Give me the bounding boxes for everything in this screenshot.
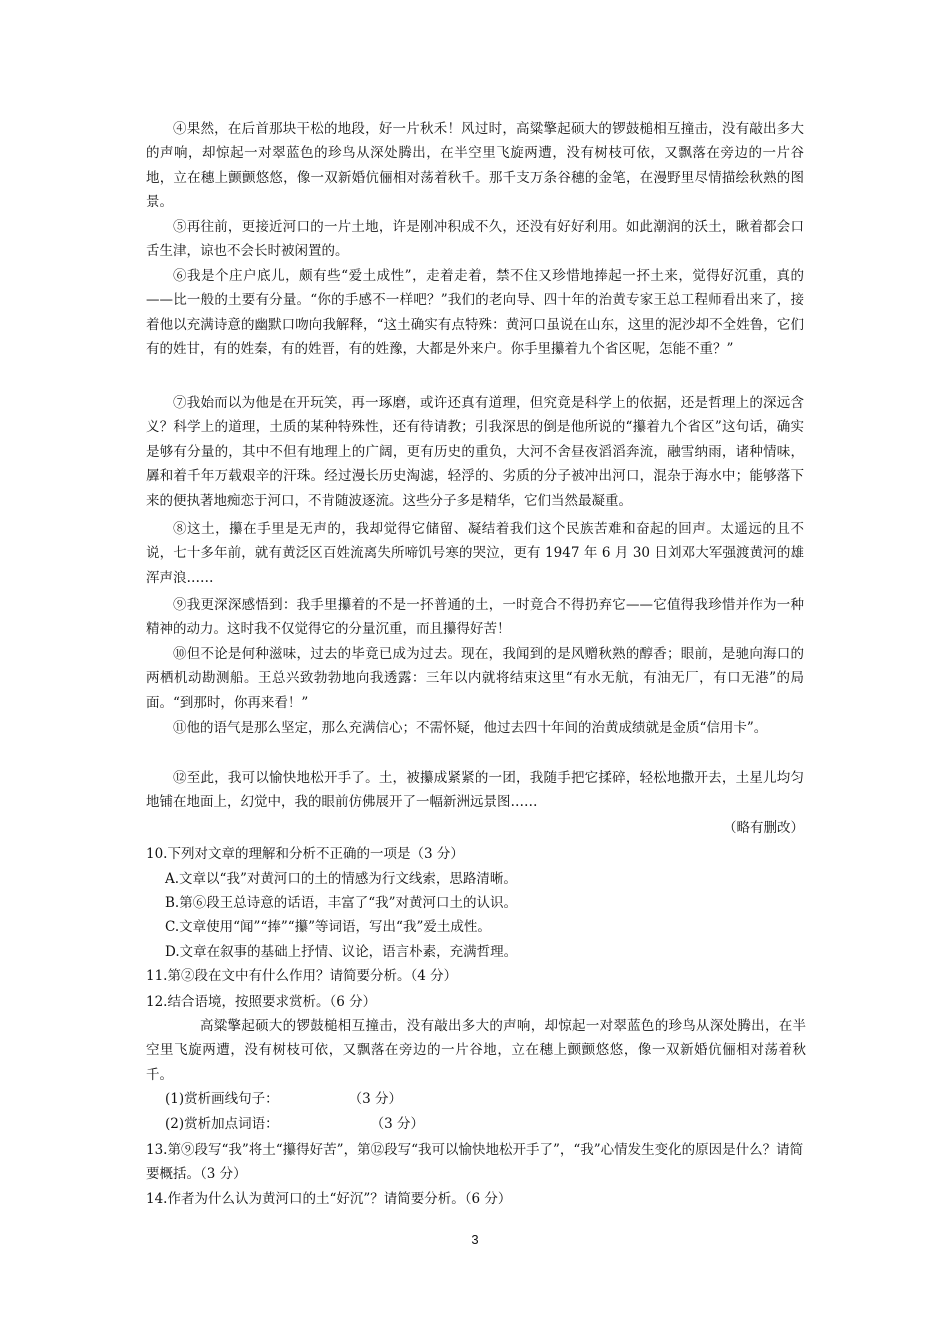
paragraph-10: ⑩但不论是何种滋味，过去的毕竟已成为过去。现在，我闻到的是风赠秋熟的醇香；眼前，是驰向海口的两栖机动勘测船。王总兴致勃勃地向我透露：三年以内就将结束这里“有水无航，有油无厂，有口无港”的局面。“到那时，你再来看！” (146, 646, 804, 711)
paragraph-11: ⑪他的语气是那么坚定，那么充满信心；不需怀疑，他过去四十年间的治黄成绩就是金质“信用卡”。 (173, 720, 768, 736)
question-12-sub2-score: （3 分） (370, 1116, 425, 1132)
question-12-sub1-label: (1)赏析画线句子： (165, 1091, 279, 1107)
question-10-option-b: B.第⑥段王总诗意的话语，丰富了“我”对黄河口土的认识。 (165, 895, 518, 911)
question-10-option-c: C.文章使用“闻”“捧”“攥”等词语，写出“我”爱土成性。 (165, 919, 491, 935)
paragraph-4: ④果然，在后首那块干松的地段，好一片秋禾！风过时，高粱擎起硕大的锣鼓槌相互撞击，没有敲出多大的声响，却惊起一对翠蓝色的珍鸟从深处腾出，在半空里飞旋两遭，没有树枝可依，又飘落在旁边的一片谷地，立在穗上颤颤悠悠，像一双新婚伉俪相对荡着秋千。那千支万条谷穗的金笔，在漫野里尽情描绘秋熟的图景。 (146, 121, 804, 211)
paragraph-12: ⑫至此，我可以愉快地松开手了。土，被攥成紧紧的一团，我随手把它揉碎，轻松地撒开去，土星儿均匀地铺在地面上，幻觉中，我的眼前仿佛展开了一幅新洲远景图…… (146, 770, 804, 811)
question-12-sub2 (165, 1112, 805, 1136)
source-note: （略有删改） (723, 820, 804, 836)
question-12-sub1-score: （3 分） (348, 1091, 403, 1107)
paragraph-8: ⑧这土，攥在手里是无声的，我却觉得它储留、凝结着我们这个民族苦难和奋起的回声。太遥远的且不说，七十多年前，就有黄泛区百姓流离失所啼饥号寒的哭泣，更有 1947 年 6 月 30 日刘邓大军强渡黄河的雄浑声浪…… (146, 521, 804, 586)
paragraph-5: ⑤再往前，更接近河口的一片土地，许是刚冲积成不久，还没有好好利用。如此潮润的沃土，瞅着都会口舌生津，谅也不会长时被闲置的。 (146, 219, 804, 260)
question-10-option-d: D.文章在叙事的基础上抒情、议论，语言朴素，充满哲理。 (165, 944, 518, 960)
question-10-stem: 10.下列对文章的理解和分析不正确的一项是（3 分） (146, 846, 464, 862)
paragraph-6: ⑥我是个庄户底儿，颇有些“爱土成性”，走着走着，禁不住又珍惜地捧起一抔土来，觉得好沉重，真的——比一般的土要有分量。“你的手感不一样吧？”我们的老向导、四十年的治黄专家王总工程师看出来了，接着他以充满诗意的幽默口吻向我解释，“这土确实有点特殊：黄河口虽说在山东，这里的泥沙却不全姓鲁，它们有的姓甘，有的姓秦，有的姓晋，有的姓豫，大都是外来户。你手里攥着九个省区呢，怎能不重？” (146, 268, 804, 358)
question-12-stem: 12.结合语境，按照要求赏析。（6 分） (146, 994, 377, 1010)
paragraph-9: ⑨我更深深感悟到：我手里攥着的不是一抔普通的土，一时竟合不得扔弃它——它值得我珍惜并作为一种精神的动力。这时我不仅觉得它的分量沉重，而且攥得好苦！ (146, 597, 804, 638)
question-13: 13.第⑨段写“我”将土“攥得好苦”，第⑫段写“我可以愉快地松开手了”，“我”心情发生变化的原因是什么？请简要概括。（3 分） (146, 1142, 804, 1182)
question-14: 14.作者为什么认为黄河口的土“好沉”？请简要分析。（6 分） (146, 1191, 512, 1207)
question-10-option-a: A.文章以“我”对黄河口的土的情感为行文线索，思路清晰。 (165, 871, 517, 887)
question-12-sub2-label: (2)赏析加点词语： (165, 1116, 279, 1132)
page-number: 3 (471, 1232, 479, 1247)
question-11: 11.第②段在文中有什么作用？请简要分析。（4 分） (146, 968, 458, 984)
question-12-sub1 (165, 1087, 805, 1111)
paragraph-7: ⑦我始而以为他是在开玩笑，再一琢磨，或许还真有道理，但究竟是科学上的依据，还是哲理上的深远含义？科学上的道理，土质的某种特殊性，还有待请教；引我深思的倒是他所说的“攥着九个省区”这句话，确实是够有分量的，其中不但有地理上的广阔，更有历史的重负，大河不舍昼夜滔滔奔流，融雪纳雨，诸种情味，羼和着千年万载艰辛的汗珠。经过漫长历史淘滤，轻浮的、劣质的分子被冲出河口，混杂于海水中；能够落下来的便执著地痴恋于河口，不肯随波逐流。这些分子多是精华，它们当然最凝重。 (146, 395, 804, 509)
question-12-quote: 高粱擎起硕大的锣鼓槌相互撞击，没有敲出多大的声响，却惊起一对翠蓝色的珍鸟从深处腾出，在半空里飞旋两遭，没有树枝可依，又飘落在旁边的一片谷地，立在穗上颤颤悠悠，像一双新婚伉俪相对荡着秋千。 (146, 1018, 806, 1083)
